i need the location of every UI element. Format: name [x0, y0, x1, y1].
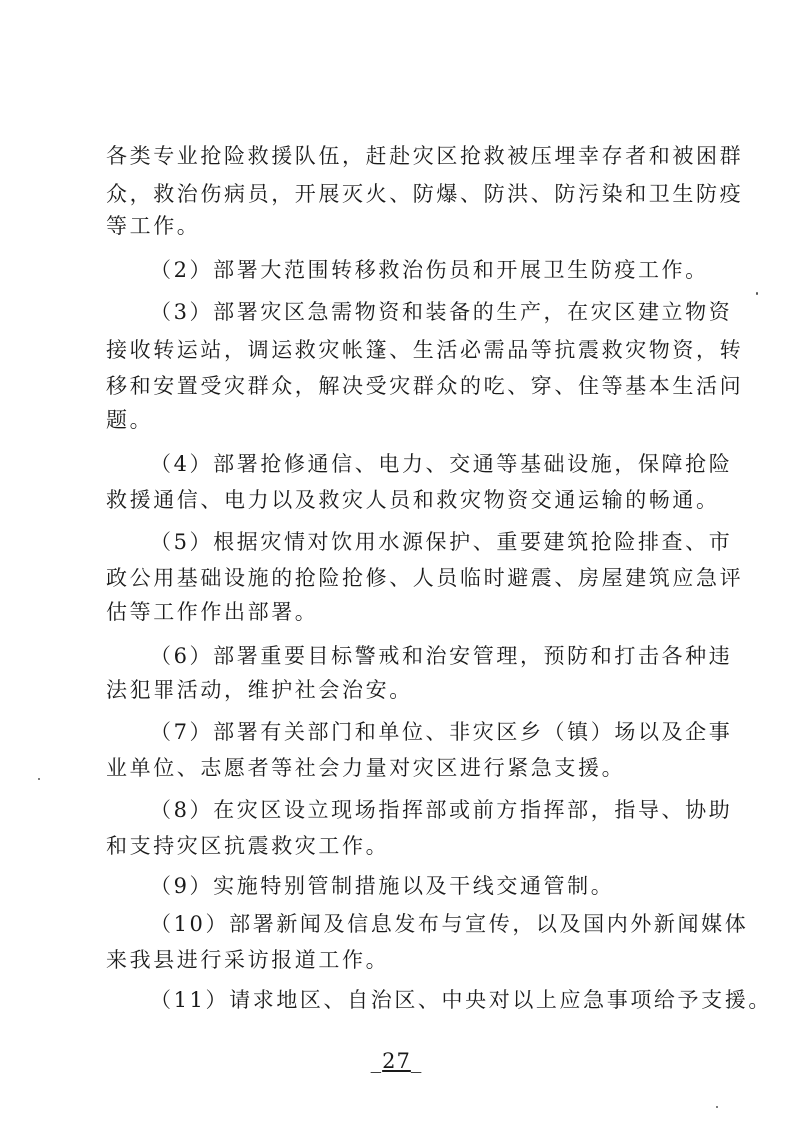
text-line: 题。 — [106, 408, 154, 432]
text-line: （5）根据灾情对饮用水源保护、重要建筑抢险排查、市 — [150, 530, 733, 554]
text-line: 政公用基础设施的抢险抢修、人员临时避震、房屋建筑应急评 — [106, 566, 744, 590]
text-line: 等工作。 — [106, 214, 201, 238]
text-line: 来我县进行采访报道工作。 — [106, 948, 390, 972]
text-line: （2）部署大范围转移救治伤员和开展卫生防疫工作。 — [150, 258, 709, 282]
text-line: 接收转运站，调运救灾帐篷、生活必需品等抗震救灾物资，转 — [106, 338, 744, 362]
text-line: 业单位、志愿者等社会力量对灾区进行紧急支援。 — [106, 756, 626, 780]
text-line: （11）请求地区、自治区、中央对以上应急事项给予支援。 — [150, 988, 772, 1012]
text-line: （9）实施特别管制措施以及干线交通管制。 — [150, 874, 615, 898]
text-line: （7）部署有关部门和单位、非灾区乡（镇）场以及企事 — [150, 720, 733, 744]
text-line: （8）在灾区设立现场指挥部或前方指挥部，指导、协助 — [150, 798, 733, 822]
text-line: （3）部署灾区急需物资和装备的生产，在灾区建立物资 — [150, 300, 733, 324]
text-line: 救援通信、电力以及救灾人员和救灾物资交通运输的畅通。 — [106, 488, 720, 512]
text-line: （4）部署抢修通信、电力、交通等基础设施，保障抢险 — [150, 452, 733, 476]
text-line: 各类专业抢险救援队伍，赶赴灾区抢救被压埋幸存者和被困群 — [106, 144, 744, 168]
text-line: 移和安置受灾群众，解决受灾群众的吃、穿、住等基本生活问 — [106, 374, 744, 398]
text-line: 和支持灾区抗震救灾工作。 — [106, 834, 390, 858]
scan-speck — [756, 292, 758, 295]
text-line: 众，救治伤病员，开展灭火、防爆、防洪、防污染和卫生防疫 — [106, 182, 744, 206]
text-line: （6）部署重要目标警戒和治安管理，预防和打击各种违 — [150, 644, 733, 668]
scan-speck — [38, 778, 40, 780]
text-line: （10）部署新闻及信息发布与宣传，以及国内外新闻媒体 — [150, 912, 749, 936]
page-number: _27_ — [370, 1049, 423, 1073]
scan-speck — [716, 1106, 718, 1108]
text-line: 法犯罪活动，维护社会治安。 — [106, 678, 413, 702]
text-line: 估等工作作出部署。 — [106, 600, 319, 624]
